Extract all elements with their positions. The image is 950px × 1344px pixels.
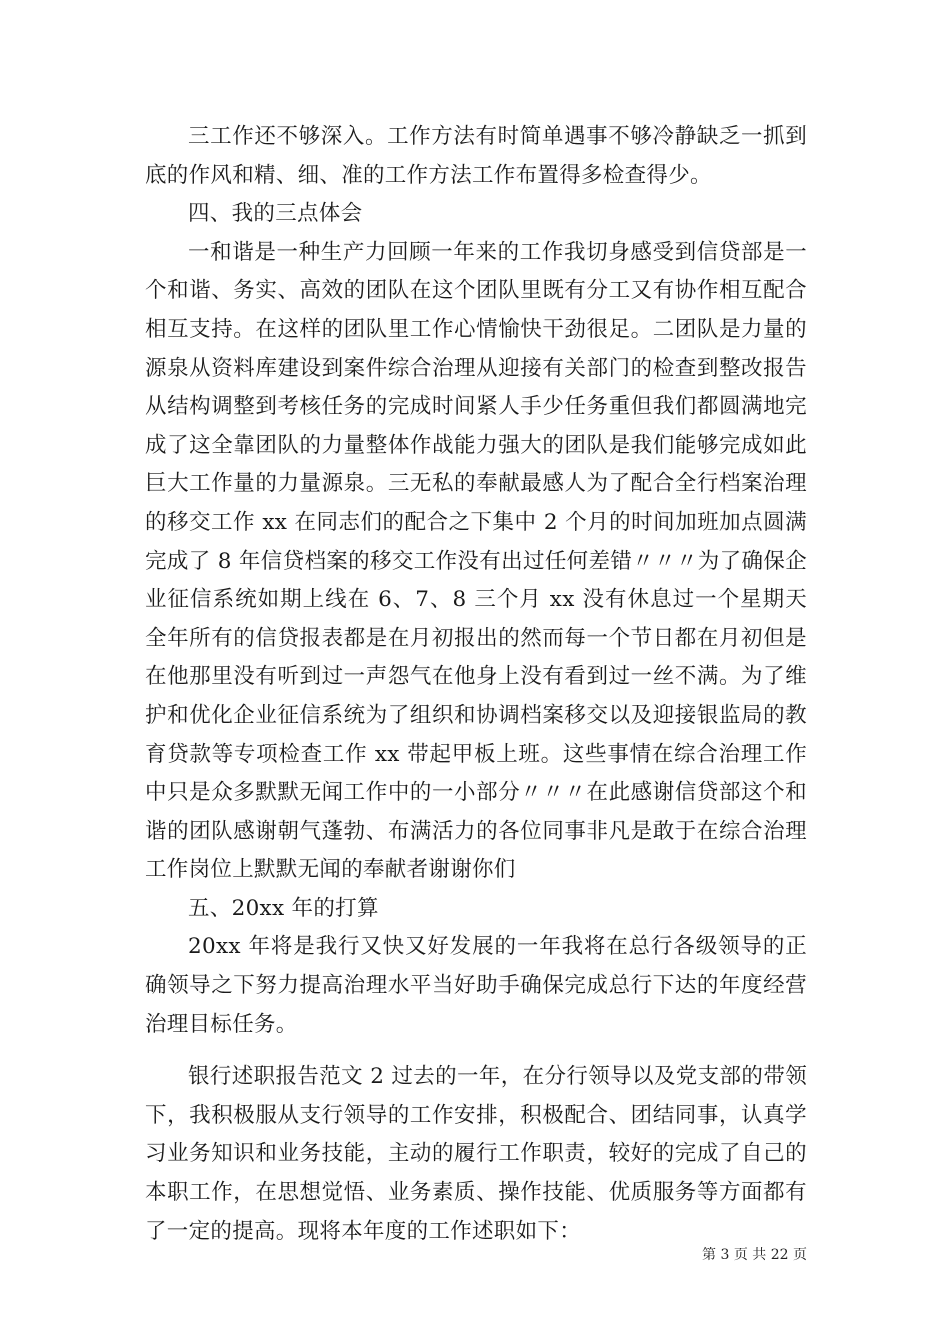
paragraph-three-experiences: 一和谐是一种生产力回顾一年来的工作我切身感受到信贷部是一个和谐、务实、高效的团队在这个团队里既有分工又有协作相互配合相互支持。在这样的团队里工作心情愉快干劲很足。二团队是力量的源泉从资料库建设到案件综合治理从迎接有关部门的检查到整改报告从结构调整到考核任务的完成时间紧人手少任务重但我们都圆满地完成了这全靠团队的力量整体作战能力强大的团队是我们能够完成如此巨大工作量的力量源泉。三无私的奉献最感人为了配合全行档案治理的移交工作 xx 在同志们的配合之下集中 2 个月的时间加班加点圆满完成了 8 年信贷档案的移交工作没有出过任何差错〃〃〃为了确保企业征信系统如期上线在 6、7、8 三个月 xx 没有休息过一个星期天全年所有的信贷报表都是在月初报出的然而每一个节日都在月初但是在他那里没有听到过一声怨气在他身上没有看到过一丝不满。为了维护和优化企业征信系统为了组织和协调档案移交以及迎接银监局的教育贷款等专项检查工作 xx 带起甲板上班。这些事情在综合治理工作中只是众多默默无闻工作中的一小部分〃〃〃在此感谢信贷部这个和谐的团队感谢朝气蓬勃、布满活力的各位同事非凡是敢于在综合治理工作岗位上默默无闻的奉献者谢谢你们 (145, 239, 807, 883)
section-heading-plans: 五、20xx 年的打算 (188, 895, 379, 921)
document-body (145, 118, 807, 1251)
paragraph-spacer (145, 1044, 807, 1058)
paragraph-report-sample-2: 银行述职报告范文 2 过去的一年，在分行领导以及党支部的带领下，我积极服从支行领导的工作安排，积极配合、团结同事，认真学习业务知识和业务技能，主动的履行工作职责，较好的完成了自己的本职工作，在思想觉悟、业务素质、操作技能、优质服务等方面都有了一定的提高。现将本年度的工作述职如下： (145, 1064, 807, 1244)
page-number-footer: 第 3 页 共 22 页 (702, 1247, 807, 1263)
paragraph-year-plan: 20xx 年将是我行又快又好发展的一年我将在总行各级领导的正确领导之下努力提高治理水平当好助手确保完成总行下达的年度经营治理目标任务。 (145, 934, 807, 1037)
paragraph-work-shortcomings: 三工作还不够深入。工作方法有时简单遇事不够冷静缺乏一抓到底的作风和精、细、准的工作方法工作布置得多检查得少。 (145, 124, 807, 188)
section-heading-experiences: 四、我的三点体会 (188, 201, 363, 227)
